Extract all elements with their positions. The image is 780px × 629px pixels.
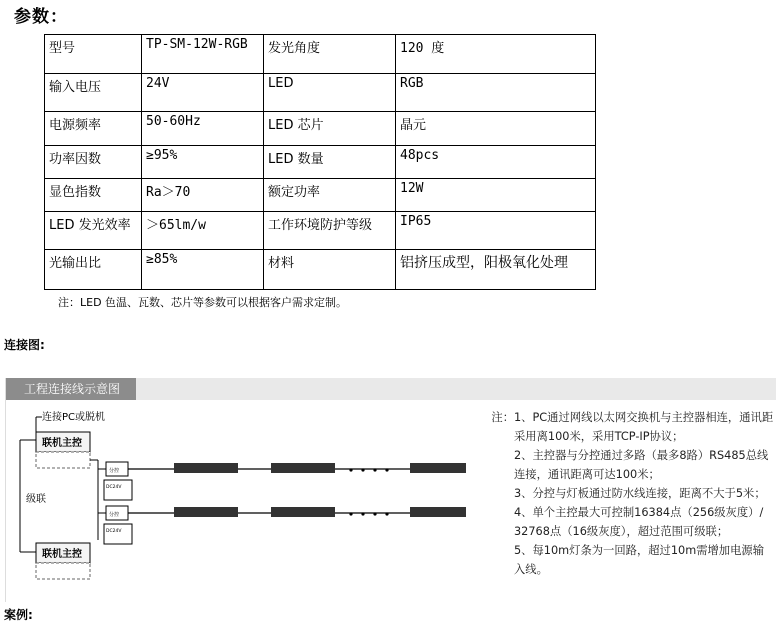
wiring-diagram-drawing [6,400,476,602]
cases-heading: 案例: [4,608,33,622]
note-prefix [484,503,514,541]
spec-value-2: 12W [396,179,596,212]
note-prefix [484,484,514,503]
note-text: 1、PC通过网线以太网交换机与主控器相连，通讯距采用离100米，采用TCP-IP协议； [514,411,774,443]
spec-label: LED 发光效率 [45,212,142,250]
diagram-note-item [484,503,774,541]
spec-label: 光输出比 [45,250,142,290]
note-text: 5、每10m灯条为一回路，超过10m需增加电源输入线。 [514,544,764,576]
controller-top-label: 联机主控 [42,438,82,449]
note-prefix: 注： [491,411,514,424]
diagram-note-item [484,446,774,484]
spec-value-2: 120 度 [396,35,596,74]
wiring-diagram [5,378,776,602]
spec-label-2: 额定功率 [264,179,396,212]
spec-label: 输入电压 [45,74,142,112]
spec-row [45,212,596,250]
cascade-label: 级联 [26,494,46,505]
spec-value: ≥85% [142,250,264,290]
spec-table [44,34,596,290]
spec-label-2: 发光角度 [264,35,396,74]
controller-bottom-shadow [36,563,90,579]
spec-value: TP-SM-12W-RGB [142,35,264,74]
spec-label: 功率因数 [45,146,142,179]
spec-value: ＞65lm/w [142,212,264,250]
light-strip-run-1 [128,463,466,473]
spec-label-2: LED 数量 [264,146,396,179]
controller-top-shadow [36,452,90,468]
spec-label-2: 工作环境防护等级 [264,212,396,250]
spec-row [45,250,596,290]
spec-value: 50-60Hz [142,112,264,146]
note-text: 2、主控器与分控通过多路（最多8路）RS485总线连接，通讯距离可达100米； [514,449,769,481]
diagram-title: 工程连接线示意图 [6,378,136,400]
diagram-notes [484,408,774,579]
note-text: 3、分控与灯板通过防水线连接，距离不大于5米； [514,487,766,500]
pc-label: 连接PC或脱机 [42,412,106,423]
light-strip-run-2 [128,507,466,517]
spec-value: 24V [142,74,264,112]
spec-row [45,146,596,179]
note-prefix [484,446,514,484]
splitter-1-label: 分控 [109,468,120,474]
spec-value-2: 48pcs [396,146,596,179]
spec-row [45,112,596,146]
connection-heading: 连接图: [4,338,45,352]
spec-label: 电源频率 [45,112,142,146]
custom-note: 注：LED 色温、瓦数、芯片等参数可以根据客户需求定制。 [58,296,348,309]
splitter-2-label: 分控 [109,512,120,518]
spec-value: ≥95% [142,146,264,179]
spec-label-2: LED 芯片 [264,112,396,146]
spec-value-2: 晶元 [396,112,596,146]
controller-bottom-label: 联机主控 [42,549,82,560]
spec-label: 显色指数 [45,179,142,212]
psu-2 [104,524,132,544]
spec-label-2: LED [264,74,396,112]
spec-value: Ra＞70 [142,179,264,212]
psu-2-label: DC24V [106,529,122,534]
spec-row [45,74,596,112]
note-prefix [484,541,514,579]
spec-row [45,179,596,212]
spec-value-2: RGB [396,74,596,112]
spec-value-2: IP65 [396,212,596,250]
psu-1 [104,480,132,500]
spec-row [45,35,596,74]
spec-value-2: 铝挤压成型，阳极氧化处理 [396,250,596,290]
spec-label: 型号 [45,35,142,74]
spec-label-2: 材料 [264,250,396,290]
params-heading: 参数： [14,7,68,27]
note-text: 4、单个主控最大可控制16384点（256级灰度）/ 32768点（16级灰度），超过范围可级联； [514,506,764,538]
diagram-note-item [484,484,774,503]
diagram-title-bar [6,378,776,400]
diagram-note-item [484,541,774,579]
psu-1-label: DC24V [106,485,122,490]
diagram-note-item [484,408,774,446]
